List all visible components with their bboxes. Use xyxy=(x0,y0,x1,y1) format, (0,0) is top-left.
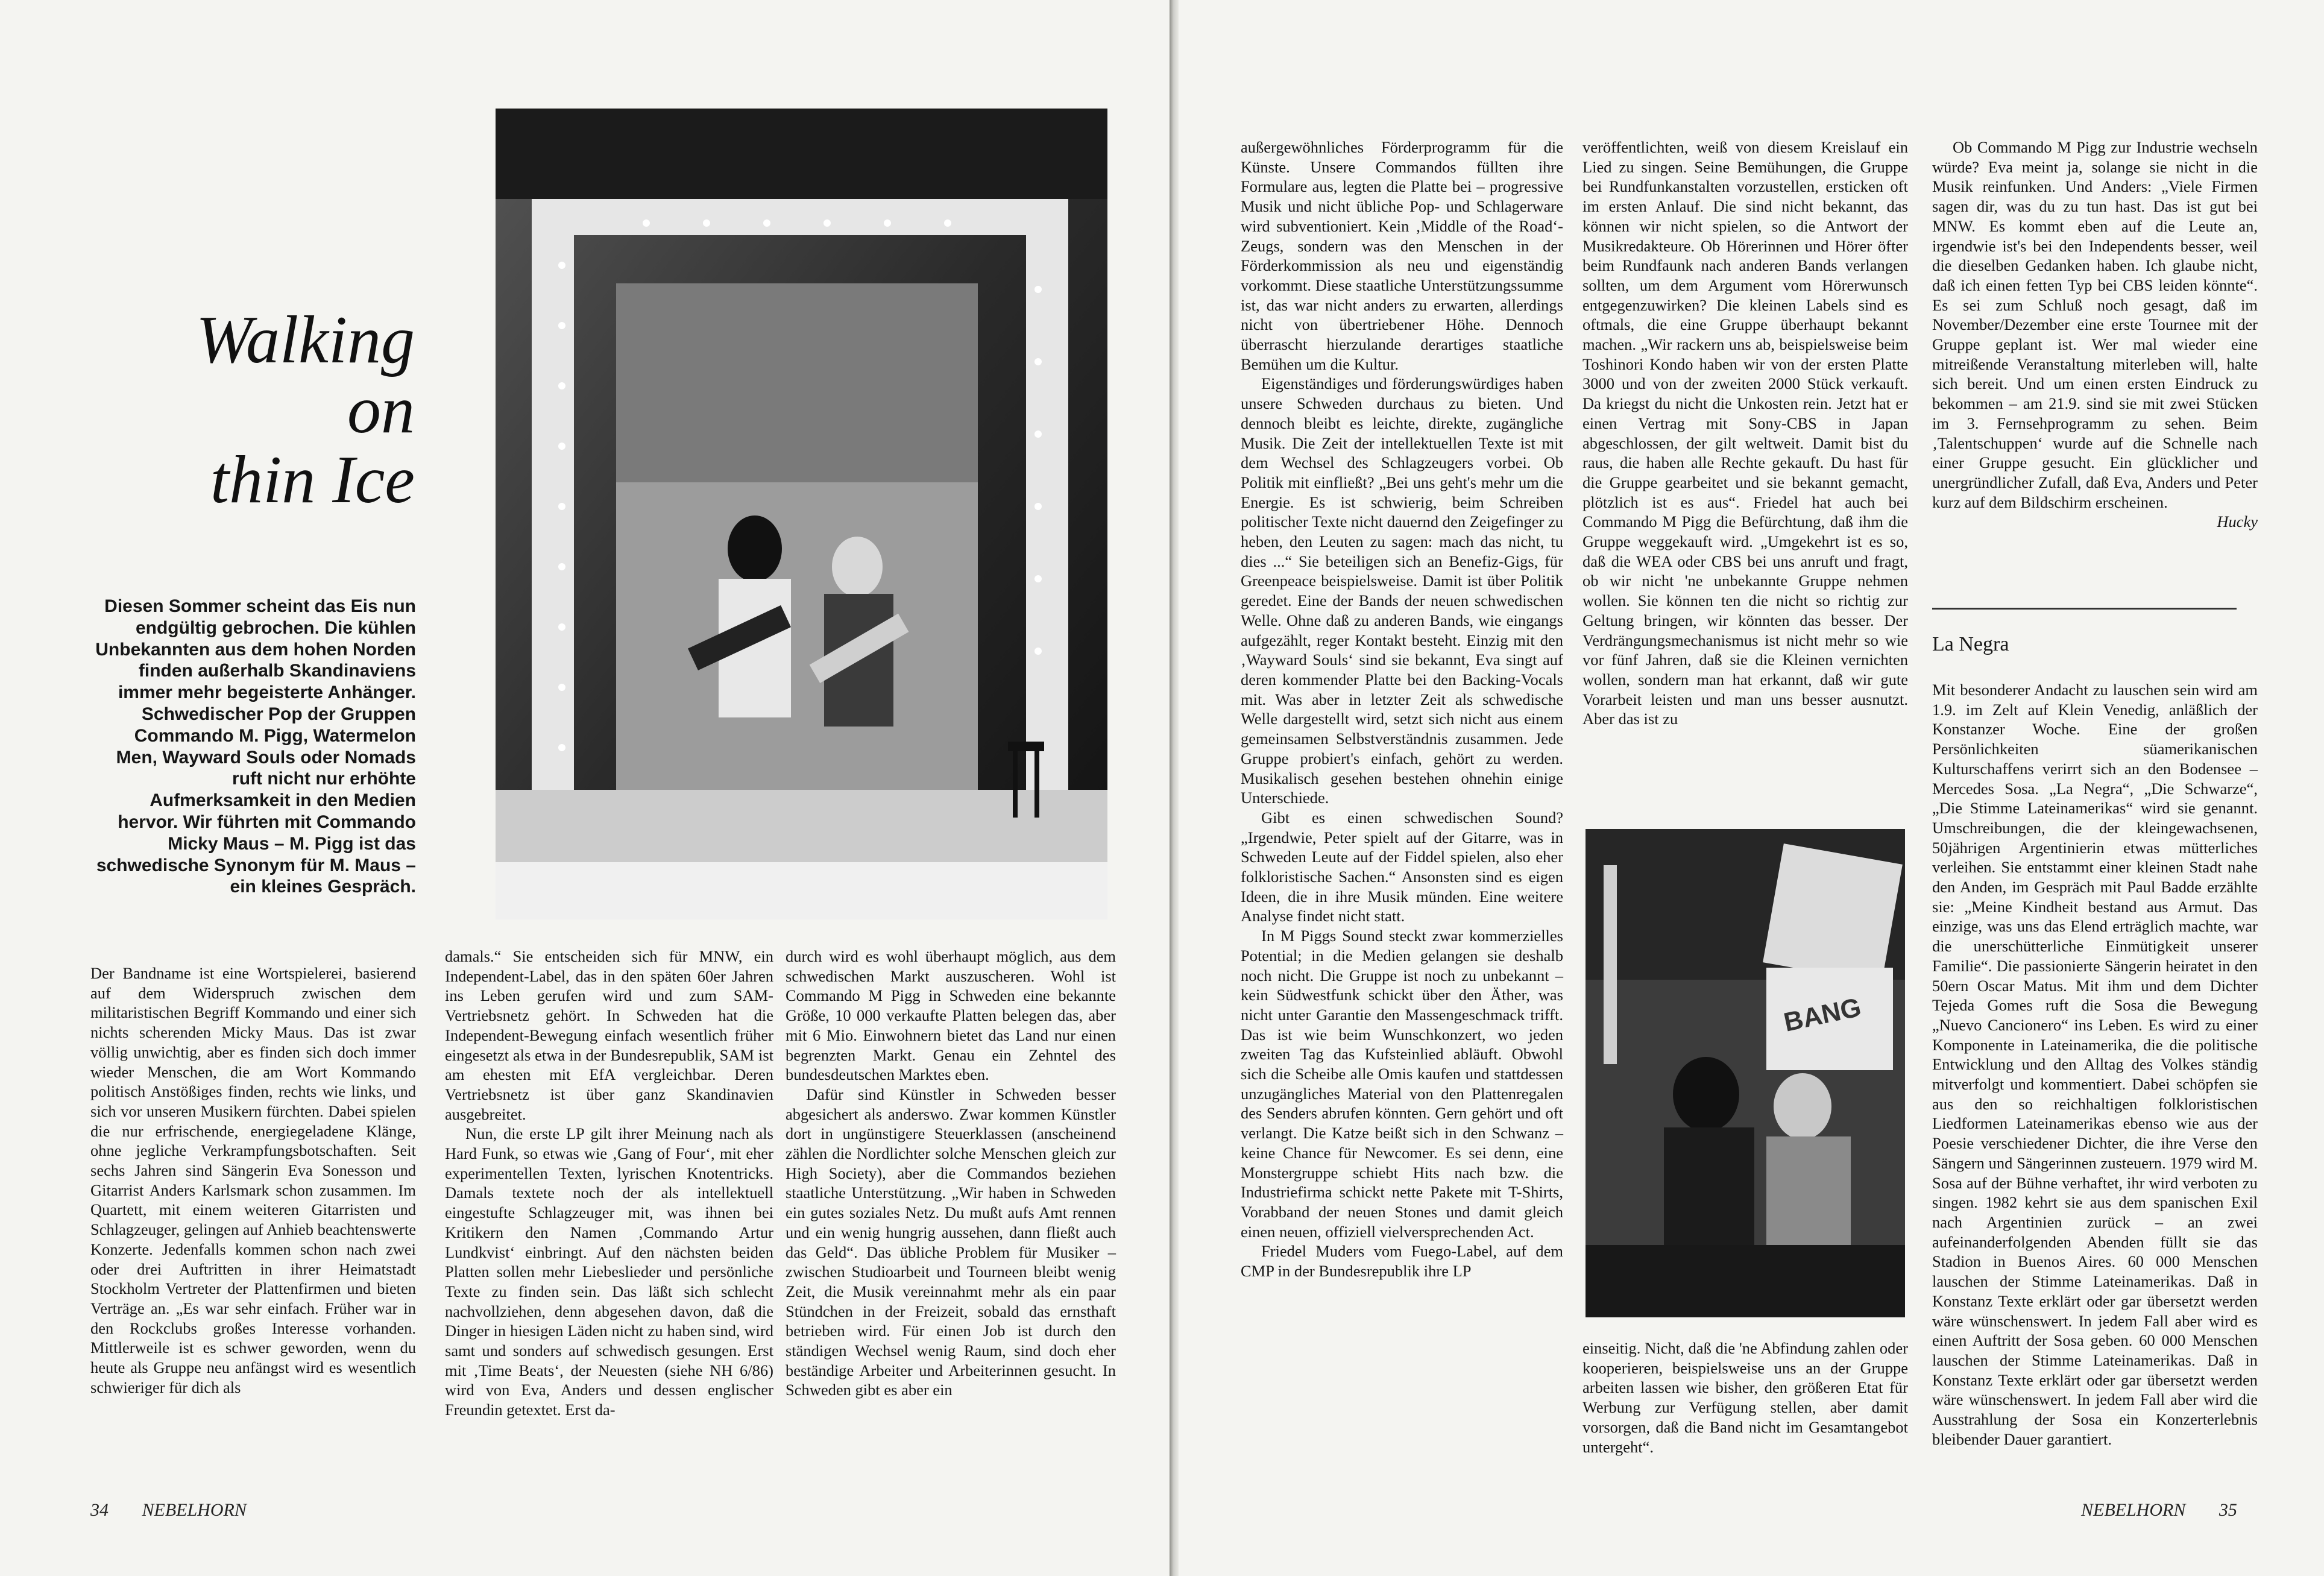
article-intro: Diesen Sommer scheint das Eis nun endgültig gebrochen. Die kühlen Unbekannten aus dem hohen Norden finden außerhalb Skandinaviens immer mehr begeisterte Anhänger. Schwedischer Pop der Gruppen Commando M. Pigg, Watermelon Men, Wayward Souls oder Nomads ruft nicht nur erhöhte Aufmerksamkeit in den Medien hervor. Wir führten mit Commando Micky Maus – M. Pigg ist das schwedische Synonym für M. Maus – ein kleines Gespräch. xyxy=(95,596,416,897)
title-line-3: thin Ice xyxy=(210,443,415,517)
band-stage-photo xyxy=(496,109,1107,919)
paragraph: Der Bandname ist eine Wortspielerei, basierend auf dem Widerspruch zwischen dem militaristischen Begriff Kommando und einer sich nichts scherenden Micky Maus. Das ist zwar völlig unwichtig, aber es finden sich doch immer wieder Menschen, die am Wort Kommando politisch Anstößiges finden, rechts wie links, und sich vor unseren Musikern fürchten. Dabei spielen die nur erfrischende, energiegeladene Klänge, ohne jegliche Verkrampfungsbotschaften. Seit sechs Jahren sind Sängerin Eva Sonesson und Gitarrist Anders Karlsmark schon zusammen. Im Quartett, mit einem weiteren Gitarristen und Schlagzeuger, gelingen auf Anhieb beachtenswerte Konzerte. Jedenfalls kommen schon nach zwei oder drei Auftritten in ihrer Heimatstadt Stockholm Vertreter der Plattenfirmen und bieten Verträge an. „Es war sehr einfach. Früher war in den Rockclubs großes Interesse vorhanden. Mittlerweile ist es schwer geworden, wenn du heute als Gruppe neu anfängst wird es wesentlich schwieriger für dich als xyxy=(90,964,416,1396)
right-column-2 xyxy=(1582,137,1908,729)
folio-left xyxy=(90,1500,247,1521)
paragraph: einseitig. Nicht, daß die 'ne Abfindung zahlen oder kooperieren, beispielsweise uns an der Gruppe arbeiten lassen wie bisher, den größeren Etat für Werbung zur Verfügung stellen, aber damit vorsorgen, daß die Band nicht im Gesamtangebot untergeht“. xyxy=(1582,1339,1908,1456)
paragraph: Dafür sind Künstler in Schweden besser abgesichert als anderswo. Zwar kommen Künstler dort in ungünstigere Steuerklassen (anscheinend zählen die Nordlichter solche Menschen gleich zur High Society), aber die Commandos beziehen staatliche Unterstützung. „Wir haben in Schweden ein gutes soziales Netz. Du mußt aufs Amt rennen und ein wenig hungrig aussehen, dann fließt auch das Geld“. Das übliche Problem für Musiker – zwischen Studioarbeit und Tourneen bleibt wenig Zeit, die Musik vereinnahmt mehr als ein paar Stündchen in der Freizeit, sobald das ernsthaft betrieben wird. Für einen Job ist durch den ständigen Wechsel wenig Raum, sind doch eher beständige Arbeiter und Arbeiterinnen gesucht. In Schweden gibt es aber ein xyxy=(786,1085,1116,1399)
page-number: 35 xyxy=(2219,1500,2237,1520)
paragraph: Ob Commando M Pigg zur Industrie wechseln würde? Eva meint ja, solange sie nicht in die Musik reinfunken. Und Anders: „Viele Firmen sagen dir, was du zu tun hast. Das ist gut bei MNW. Es kommt eben auf die Leute an, irgendwie ist's bei den Independents besser, weil die dieselben Gedanken haben. Ich glaube nicht, daß ich einen fetten Typ bei CBS leiden könnte“. Es sei zum Schluß noch gesagt, daß im November/Dezember eine erste Tournee mit der Gruppe geplant ist. Wer mal wieder eine mitreißende Veranstaltung miterleben will, halte sich bereit. Und um einen ersten Eindruck zu bekommen – am 21.9. sind sie mit zwei Stücken im 3. Fernsehprogramm zu sehen. Beim ‚Talentschuppen‘ wurde auf die Schnelle nach einer Gruppe gesucht. Ein glücklicher und unergründlicher Zufall, daß Eva, Anders und Peter kurz auf dem Bildschirm erscheinen. xyxy=(1932,138,2258,511)
paragraph: Mit besonderer Andacht zu lauschen sein wird am 1.9. im Zelt auf Klein Venedig, anläßlich der Konstanzer Woche. Eine der großen Persönlichkeiten süamerikanischen Kulturschaffens verirrt sich an den Bodensee – Mercedes Sosa. „La Negra“, „Die Schwarze“, „Die Stimme Lateinamerikas“ wird sie genannt. Umschreibungen, die der kleingewachsenen, 50jährigen Argentinierin etwas mütterliches verleihen. Sie entstammt einer kleinen Stadt nahe den Anden, im Gespräch mit Paul Badde erzählte sie: „Meine Kindheit bestand aus Armut. Das einzige, was uns das Elend erträglich machte, war die unerschütterliche Einmütigkeit unserer Familie“. Die passionierte Sängerin heiratet in den 50ern Oscar Matus. Mit ihm und dem Dichter Tejeda Gomes ruft die Sosa die Bewegung „Nuevo Cancionero“ ins Leben. Es wird zu einer Komponente in Lateinamerika, die die politische Entwicklung und den Alltag des Volkes ständig mitverfolgt und kommentiert. Dabei schöpfen sie aus den so reichhaltigen folkloristischen Liedformen Lateinamerikas ebenso wie aus der Poesie verschiedener Dichter, die ihre Verse den Sängern und Sängerinnen zusteuern. 1979 wird M. Sosa auf der Bühne verhaftet, ihr wird verboten zu singen. 1982 kehrt sie aus dem spanischen Exil nach Argentinien zurück – an zwei aufeinanderfolgenden Abenden füllt sie das Stadion in Buenos Aires. 60 000 Menschen lauschen der Stimme Lateinamerikas. Daß in Konstanz Texte erklärt oder gar übersetzt werden wäre wünschenswert. In jedem Fall aber wird es einen Auftritt der Sosa geben. 60 000 Menschen lauschen der Stimme Lateinamerikas. Daß in Konstanz Texte erklärt oder gar übersetzt werden wäre wünschenswert. In jedem Fall aber wird die Ausstrahlung der Sosa ein Konzerterlebnis bleibender Dauer garantiert. xyxy=(1932,681,2258,1448)
section-heading: La Negra xyxy=(1932,633,2009,655)
studio-interview-photo xyxy=(1586,829,1905,1317)
paragraph: Nun, die erste LP gilt ihrer Meinung nach als Hard Funk, so etwas wie ‚Gang of Four‘, mit eher experimentellen Texten, lyrischen Knotentricks. Damals textete noch der als intellektuell eingestufte Schlagzeuger mit, was ihnen bei Kritikern den Namen ‚Commando Artur Lundkvist‘ einbringt. Auf den nächsten beiden Platten sollen mehr Liebeslieder und persönliche Texte zu finden sein. Das läßt sich schlecht nachvollziehen, denn abgesehen davon, daß die Dinger in hiesigen Läden nicht zu haben sind, wird samt und sonders auf schwedisch gesungen. Erst mit ‚Time Beats‘, der Neuesten (siehe NH 6/86) wird von Eva, Anders und dessen englischer Freundin getextet. Erst da- xyxy=(445,1124,773,1419)
page-number: 34 xyxy=(90,1500,109,1520)
left-column-3 xyxy=(786,947,1116,1400)
section-divider xyxy=(1932,608,2237,610)
title-line-1: Walking xyxy=(196,303,415,377)
right-column-3-section xyxy=(1932,680,2258,1449)
right-column-3 xyxy=(1932,137,2258,532)
left-column-1 xyxy=(90,963,416,1397)
article-title xyxy=(101,303,415,517)
left-column-2 xyxy=(445,947,773,1420)
right-column-2-end xyxy=(1582,1338,1908,1457)
paragraph: veröffentlichten, weiß von diesem Kreislauf ein Lied zu singen. Seine Bemühungen, die Gruppe bei Rundfunkanstalten vorzustellen, ersticken oft im ersten Anlauf. Die sind nicht bekannt, das können wir nicht spielen, so die Antwort der Musikredakteure. Ob Hörerinnen und Hörer öfter beim Rundfaunk nach anderen Bands verlangen sollten, um dem Argument vom Hörerwunsch entgegenzuwirken? Die kleinen Labels sind es oftmals, die eine Gruppe überhaupt bekannt machen. „Wir rackern uns ab, beispielsweise beim Toshinori Kondo haben wir von der ersten Platte 3000 und von der zweiten 2000 Stück verkauft. Da kriegst du nicht die Unkosten rein. Jetzt hat er einen Vertrag mit Sony-CBS in Japan abgeschlossen, der gilt weltweit. Damit bist du raus, die haben alle Rechte gekauft. Du hast für die Gruppe gearbeitet und sie bekannt gemacht, plötzlich ist es aus“. Friedel hat auch bei Commando M Pigg die Befürchtung, daß ihm die Gruppe weggekauft wird. „Umgekehrt ist es so, daß die WEA oder CBS bei uns anruft und fragt, ob wir nicht 'ne unbekannte Gruppe nehmen wollen. Sie können ten die nicht so richtig zur Geltung bringen, wir könnten das besser. Der Verdrängungsmechanismus ist nicht mehr so wie vor fünf Jahren, daß sie die Kleinen vernichten wollen, sondern man hat erkannt, daß wir gute Vorarbeit leisten und man uns besser ausnutzt. Aber das ist zu xyxy=(1582,138,1908,728)
author-signature: Hucky xyxy=(2217,512,2258,531)
paragraph: In M Piggs Sound steckt zwar kommerzielles Potential; in die Medien gelangen sie deshalb noch nicht. Die Gruppe ist noch zu unbekannt – kein Südwestfunk schickt über den Äther, was nicht unter Garantie den Massengeschmack trifft. Das ist wie beim Wunschkonzert, wo jeden zweiten Tag das Kufsteinlied abläuft. Obwohl sich die Scheibe alle Omis kaufen und stattdessen unzugängliches Material von den Plattenregalen des Senders abrufen könnten. Gern gehört und oft verlangt. Die Katze beißt sich in den Schwanz – keine Chance für Newcomer. Es sei denn, eine Monstergruppe schiebt Hits nach bzw. die Industriefirma schickt nette Pakete mit T-Shirts, Vorabband der neuen Stones und damit gleich einen neuen, offiziell vielversprechenden Act. xyxy=(1241,927,1563,1241)
photo-sign-text: BANG xyxy=(1781,992,1864,1038)
page-gutter xyxy=(1170,0,1179,1576)
right-page xyxy=(1179,0,2324,1576)
paragraph: damals.“ Sie entscheiden sich für MNW, ein Independent-Label, das in den späten 60er Jahren ins Leben gerufen wird und zum SAM-Vertriebsnetz gehört. In Schweden hat die Independent-Bewegung einfach wesentlich früher eingesetzt als etwa in der Bundesrepublik, SAM ist am ehesten mit EfA vergleichbar. Deren Vertriebsnetz ist über ganz Skandinavien ausgebreitet. xyxy=(445,947,773,1123)
paragraph: Eigenständiges und förderungswürdiges haben unsere Schweden durchaus zu bieten. Und dennoch bleibt es leichte, direkte, zugängliche Musik. Die Zeit der intellektuellen Texte ist mit dem Wechsel des Schlagzeugers vorbei. Ob Politik mit einfließt? „Bei uns geht's mehr um die Energie. Es ist schwierig, beim Schreiben politischer Texte nicht dauernd den Zeigefinger zu heben, den Leuten zu sagen: mach das nicht, tu dies ...“ Sie beteiligen sich an Benefiz-Gigs, für Greenpeace beispielsweise. Damit ist über Politik geredet. Eine der Bands der neuen schwedischen Welle. Ohne daß zu anderen Bands, wie eingangs aufgezählt, reger Kontakt besteht. Einzig mit den ‚Wayward Souls‘ sind sie bekannt, Eva singt auf deren kommender Platte bei den Backing-Vocals mit. Was aber in letzter Zeit als schwedische Welle dargestellt wird, setzt sich nicht aus einem gemeinsamen Selbstverständnis zusammen. Jede Gruppe probiert's einfach, gehört zu werden. Musikalisch gesehen bestehen ohnehin einige Unterschiede. xyxy=(1241,374,1563,807)
right-column-1 xyxy=(1241,137,1563,1281)
paragraph: Gibt es einen schwedischen Sound? „Irgendwie, Peter spielt auf der Gitarre, was in Schweden Leute auf der Fiddel spielen, also eher folkloristische Sachen.“ Ansonsten sind es eigen Ideen, die in ihre Musik münden. Eine weitere Analyse findet nicht statt. xyxy=(1241,808,1563,925)
magazine-name: NEBELHORN xyxy=(2081,1500,2186,1520)
title-line-2: on xyxy=(347,373,415,447)
folio-right xyxy=(2081,1500,2237,1521)
paragraph: durch wird es wohl überhaupt möglich, aus dem schwedischen Markt auszuscheren. Wohl ist Commando M Pigg in Schweden eine bekannte Größe, 10 000 verkaufte Platten belegen das, aber mit 6 Mio. Einwohnern bietet das Land nur einen begrenzten Markt. Genau ein Zehntel des bundesdeutschen Marktes eben. xyxy=(786,947,1116,1084)
paragraph: Friedel Muders vom Fuego-Label, auf dem CMP in der Bundesrepublik ihre LP xyxy=(1241,1242,1563,1281)
magazine-name: NEBELHORN xyxy=(142,1500,247,1520)
paragraph: außergewöhnliches Förderprogramm für die Künste. Unsere Commandos füllten ihre Formulare aus, legten die Platte bei – progressive Musik und nicht übliche Pop- und Schlagerware wird subventioniert. Kein ‚Middle of the Road‘-Zeugs, sondern was den Menschen in der Förderkommission als neu und eigenständig vorkommt. Diese staatliche Unterstützungssumme ist, das war nicht anders zu erwarten, allerdings nicht von übertriebener Höhe. Dennoch überrascht hierzulande derartiges staatliche Bemühen um die Kultur. xyxy=(1241,138,1563,373)
